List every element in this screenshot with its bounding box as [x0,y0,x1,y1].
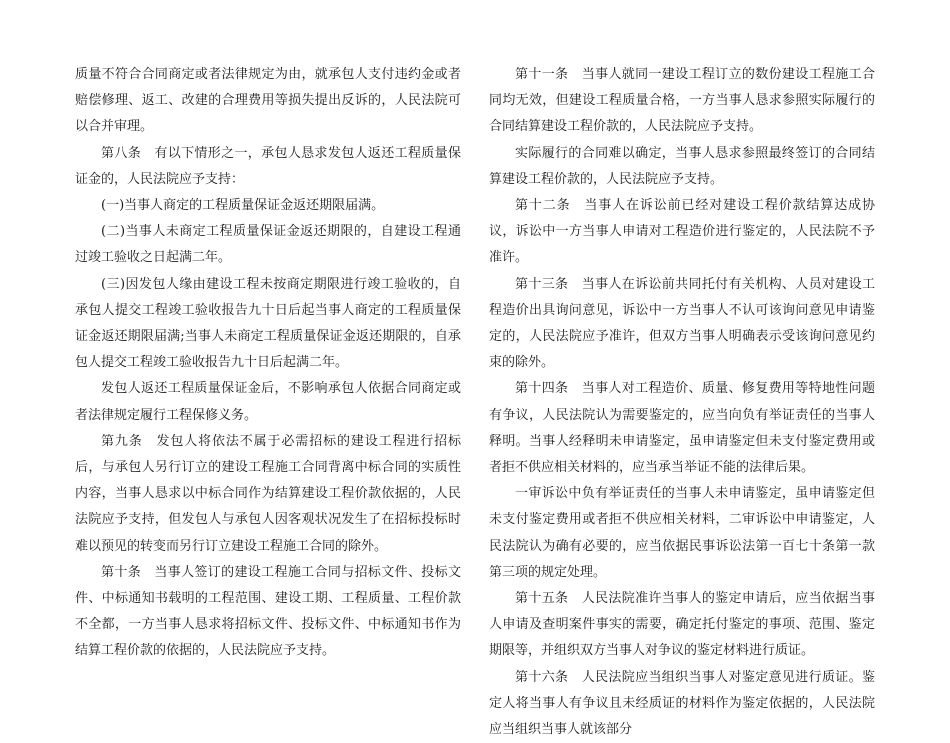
paragraph: 第九条 发包人将依法不属于必需招标的建设工程进行招标后，与承包人另行订立的建设工程施工合同背离中标合同的实质性内容，当事人恳求以中标合同作为结算建设工程价款依据的，人民法院应予支持，但发包人与承包人因客观状况发生了在招标投标时难以预见的转变而另行订立建设工程施工合同的除外。 [75,433,461,554]
paragraph: 第十一条 当事人就同一建设工程订立的数份建设工程施工合同均无效，但建设工程质量合格，一方当事人恳求参照实际履行的合同结算建设工程价款的，人民法院应予支持。 [489,67,875,135]
paragraph: (二)当事人未商定工程质量保证金返还期限的，自建设工程通过竣工验收之日起满二年。 [75,224,461,266]
paragraph: 一审诉讼中负有举证责任的当事人未申请鉴定，虽申请鉴定但未支付鉴定费用或者拒不供应相关材料，二审诉讼中申请鉴定，人民法院认为确有必要的，应当依据民事诉讼法第一百七十条第一款第三项的规定处理。 [489,486,875,580]
paragraph: 第十三条 当事人在诉讼前共同托付有关机构、人员对建设工程造价出具询问意见，诉讼中一方当事人不认可该询问意见申请鉴定的，人民法院应予准许，但双方当事人明确表示受该询问意见约束的除外。 [489,276,875,371]
paragraph: 发包人返还工程质量保证金后，不影响承包人依据合同商定或者法律规定履行工程保修义务。 [75,381,461,423]
paragraph: 实际履行的合同难以确定，当事人恳求参照最终签订的合同结算建设工程价款的，人民法院应予支持。 [489,145,875,187]
paragraph: 第十五条 人民法院准许当事人的鉴定申请后，应当依据当事人申请及查明案件事实的需要，确定托付鉴定的事项、范围、鉴定期限等，并组织双方当事人对争议的鉴定材料进行质证。 [489,591,875,659]
paragraph: 第十六条 人民法院应当组织当事人对鉴定意见进行质证。鉴定人将当事人有争议且未经质证的材料作为鉴定依据的，人民法院应当组织当事人就该部分 [489,669,875,738]
paragraph: 第十二条 当事人在诉讼前已经对建设工程价款结算达成协议，诉讼中一方当事人申请对工程造价进行鉴定的，人民法院不予准许。 [489,198,875,266]
paragraph: 第八条 有以下情形之一，承包人恳求发包人返还工程质量保证金的，人民法院应予支持： [75,145,461,187]
paragraph: (三)因发包人缘由建设工程未按商定期限进行竣工验收的，自承包人提交工程竣工验收报告九十日后起当事人商定的工程质量保证金返还期限届满;当事人未商定工程质量保证金返还期限的，自承包人提交工程竣工验收报告九十日后起满二年。 [75,276,461,371]
paragraph: 质量不符合合同商定或者法律规定为由，就承包人支付违约金或者赔偿修理、返工、改建的合理费用等损失提出反诉的，人民法院可以合并审理。 [75,67,461,135]
paragraph: (一)当事人商定的工程质量保证金返还期限届满。 [101,198,385,214]
right-column [489,62,875,743]
paragraph: 第十四条 当事人对工程造价、质量、修复费用等特地性问题有争议，人民法院认为需要鉴定的，应当向负有举证责任的当事人释明。当事人经释明未申请鉴定，虽申请鉴定但未支付鉴定费用或者拒不供应相关材料的，应当承当举证不能的法律后果。 [489,381,875,476]
paragraph: 第十条 当事人签订的建设工程施工合同与招标文件、投标文件、中标通知书载明的工程范围、建设工期、工程质量、工程价款不全都，一方当事人恳求将招标文件、投标文件、中标通知书作为结算工程价款的依据的，人民法院应予支持。 [75,564,461,659]
left-column [75,62,461,665]
